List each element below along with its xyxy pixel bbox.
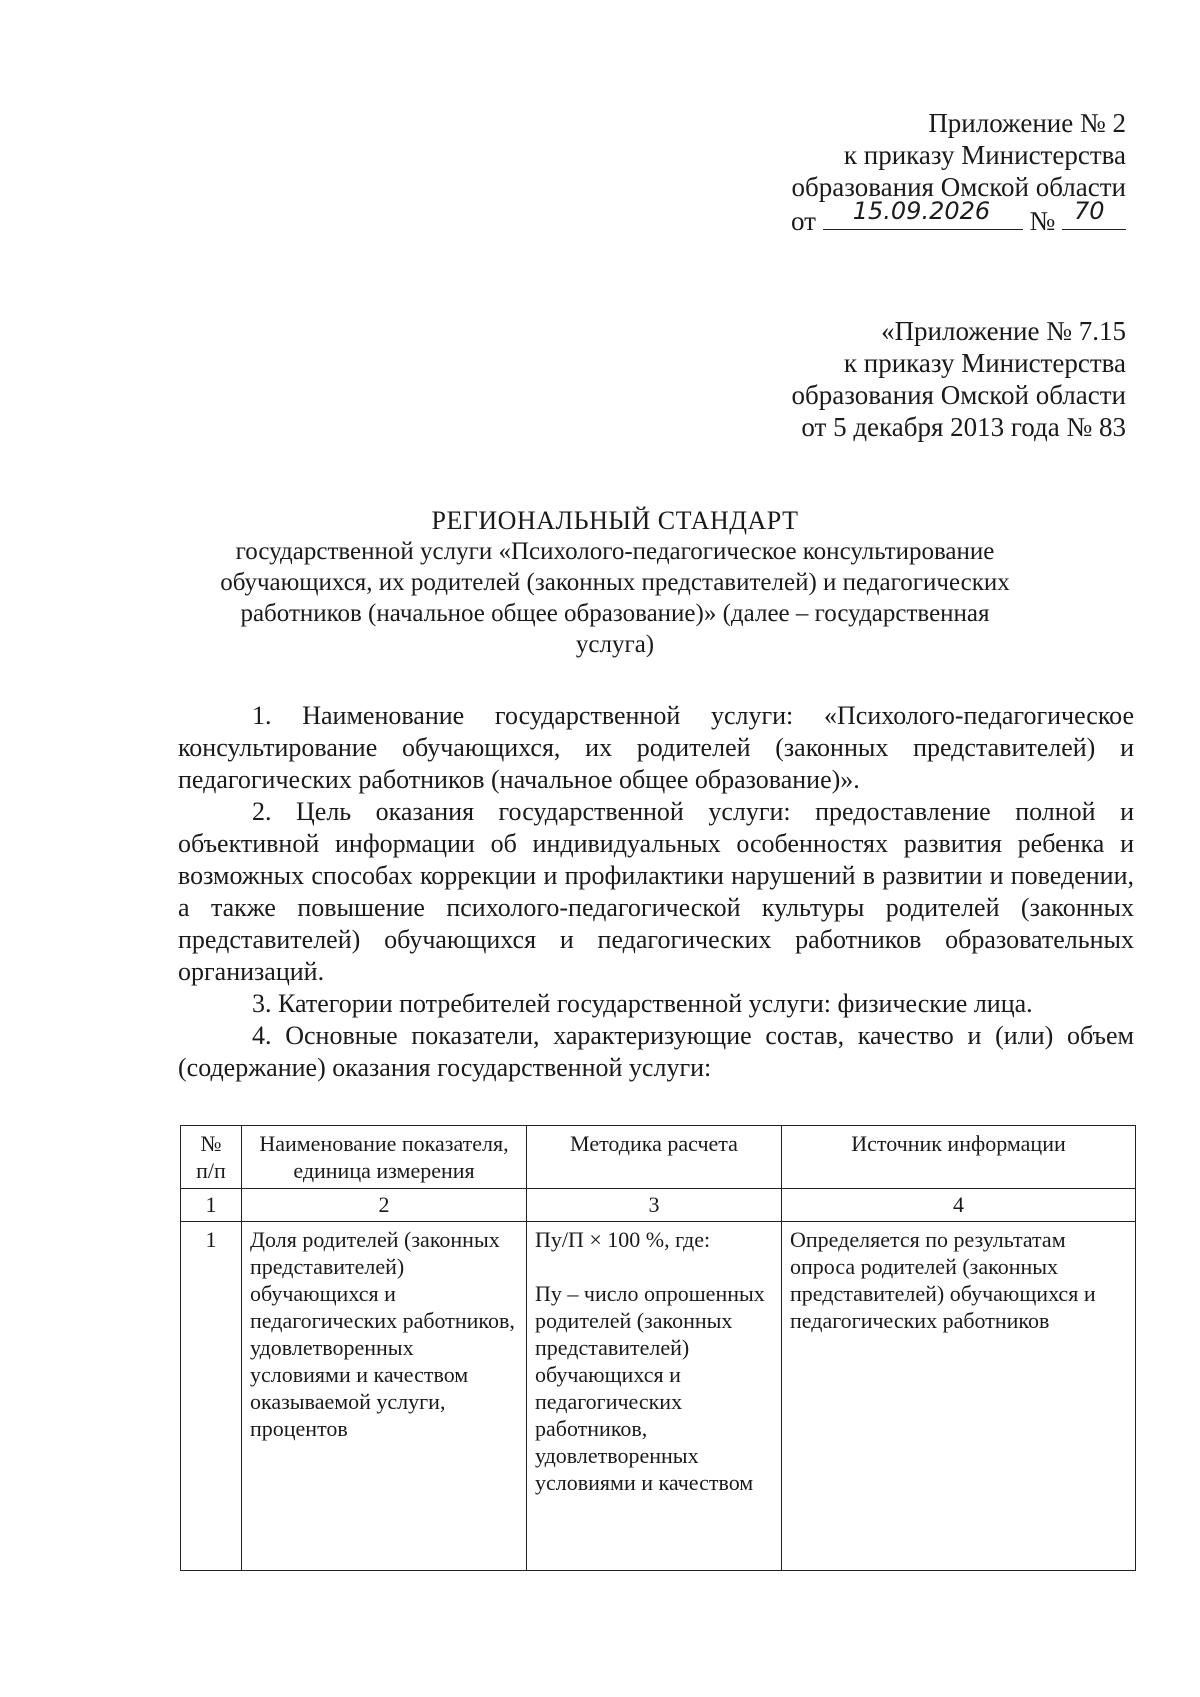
date-field	[823, 197, 1023, 230]
formula-description: Пу – число опрошенных родителей (законных представителей) обучающихся и педагогических работников, удовлетворенных условиями и качеством	[535, 1281, 765, 1495]
header-number: № п/п	[181, 1126, 242, 1189]
appendix-date-line	[791, 197, 1126, 237]
column-number: 3	[527, 1189, 782, 1222]
column-number: 1	[181, 1189, 242, 1222]
paragraph-consumers: 3. Категории потребителей государственной услуги: физические лица.	[252, 989, 1033, 1018]
original-appendix-title: «Приложение № 7.15	[881, 316, 1126, 346]
number-field	[1062, 197, 1126, 230]
column-number: 2	[242, 1189, 527, 1222]
header-method: Методика расчета	[527, 1126, 782, 1189]
table-number-row	[181, 1189, 1136, 1222]
number-label: №	[1029, 206, 1056, 236]
column-number: 4	[782, 1189, 1136, 1222]
header-indicator: Наименование показателя, единица измерения	[242, 1126, 527, 1189]
paragraph-indicators: 4. Основные показатели, характеризующие состав, качество и (или) объем (содержание) оказания государственной услуги:	[178, 1021, 1134, 1082]
indicator-name: Доля родителей (законных представителей) обучающихся и педагогических работников, удовлетворенных условиями и качеством оказываемой услуги, процентов	[242, 1222, 527, 1571]
original-ministry: образования Омской области	[791, 380, 1126, 410]
document-title	[150, 505, 1080, 660]
title-line: работников (начальное общее образование)» (далее – государственная	[240, 600, 990, 627]
original-appendix-header	[792, 315, 1126, 443]
original-order-ref: к приказу Министерства	[843, 348, 1126, 378]
formula: Пу/П × 100 %, где:	[535, 1227, 711, 1252]
appendix-order-ref: к приказу Министерства	[843, 140, 1126, 170]
row-number: 1	[181, 1222, 242, 1571]
indicators-table	[180, 1125, 1136, 1571]
calculation-method	[527, 1222, 782, 1571]
information-source: Определяется по результатам опроса родителей (законных представителей) обучающихся и педагогических работников	[782, 1222, 1136, 1571]
appendix-ministry: образования Омской области	[791, 172, 1126, 202]
header-source: Источник информации	[782, 1126, 1136, 1189]
paragraph-service-goal: 2. Цель оказания государственной услуги: предоставление полной и объективной информации об индивидуальных особенностях развития ребенка и возможных способах коррекции и профилактики нарушений в развитии и поведении, а также повышение психолого-педагогической культуры родителей (законных представителей) обучающихся и педагогических работников образовательных организаций.	[178, 797, 1134, 986]
table-row	[181, 1222, 1136, 1571]
title-main: РЕГИОНАЛЬНЫЙ СТАНДАРТ	[431, 506, 799, 535]
handwritten-number: 70	[1074, 197, 1105, 225]
table-header-row	[181, 1126, 1136, 1189]
original-order-date: от 5 декабря 2013 года № 83	[801, 412, 1126, 442]
from-label: от	[791, 206, 816, 236]
paragraph-service-name: 1. Наименование государственной услуги: «Психолого-педагогическое консультирование обучающихся, их родителей (законных представителей) и педагогических работников (начальное общее образование)».	[178, 701, 1134, 794]
document-body	[178, 700, 1134, 1084]
handwritten-date: 15.09.2026	[852, 197, 991, 225]
appendix-header	[791, 107, 1126, 237]
title-line: услуга)	[575, 631, 655, 658]
appendix-title: Приложение № 2	[928, 108, 1126, 138]
title-line: обучающихся, их родителей (законных представителей) и педагогических	[220, 569, 1010, 596]
title-line: государственной услуги «Психолого-педагогическое консультирование	[235, 538, 995, 565]
